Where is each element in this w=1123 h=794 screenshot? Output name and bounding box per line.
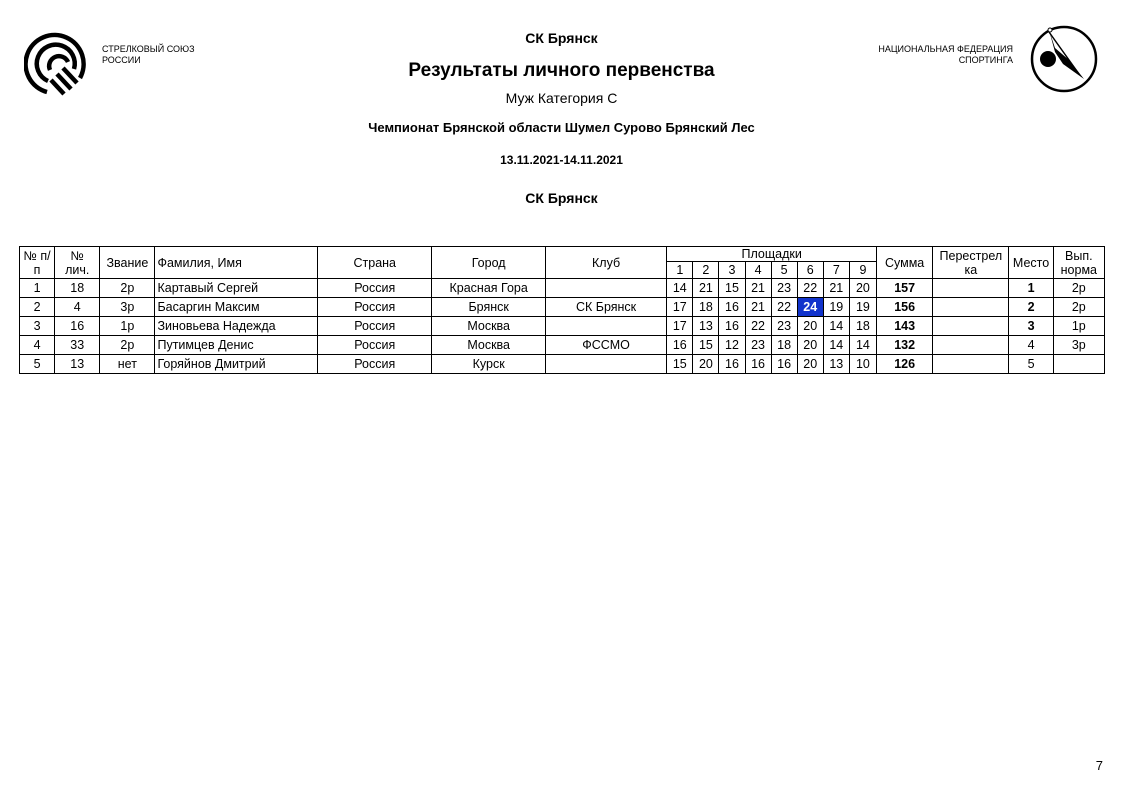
row-city: Москва — [432, 336, 545, 355]
row-place: 5 — [1009, 355, 1053, 374]
page-number: 7 — [1095, 758, 1103, 773]
row-country: Россия — [318, 336, 432, 355]
stand-score: 12 — [719, 336, 745, 355]
row-shootoff — [933, 336, 1009, 355]
stand-number: 1 — [667, 262, 693, 279]
stand-score: 14 — [823, 317, 849, 336]
stand-score: 19 — [849, 298, 876, 317]
col-city-header: Город — [432, 247, 545, 279]
stand-score: 23 — [745, 336, 771, 355]
row-num: 1 — [20, 279, 55, 298]
row-name: Горяйнов Дмитрий — [155, 355, 318, 374]
stand-number: 5 — [771, 262, 797, 279]
org-right-name: НАЦИОНАЛЬНАЯ ФЕДЕРАЦИЯ СПОРТИНГА — [878, 44, 1013, 65]
col-shootoff-header: Перестрел ка — [933, 247, 1009, 279]
stand-score: 21 — [745, 279, 771, 298]
stand-score: 16 — [667, 336, 693, 355]
row-rank: нет — [100, 355, 155, 374]
stand-number: 9 — [849, 262, 876, 279]
col-num-header: № п/п — [20, 247, 55, 279]
row-country: Россия — [318, 317, 432, 336]
club-subheading: СК Брянск — [525, 190, 598, 206]
stand-score: 23 — [771, 279, 797, 298]
category-subtitle: Муж Категория C — [505, 90, 618, 106]
row-club: СК Брянск — [545, 298, 666, 317]
row-norm — [1053, 355, 1104, 374]
stand-score: 20 — [849, 279, 876, 298]
row-rank: 3р — [100, 298, 155, 317]
stand-score: 23 — [771, 317, 797, 336]
row-club: ФССМО — [545, 336, 666, 355]
stand-score: 16 — [719, 317, 745, 336]
stand-number: 6 — [797, 262, 823, 279]
row-pers: 18 — [55, 279, 100, 298]
row-name: Зиновьева Надежда — [155, 317, 318, 336]
stand-score: 16 — [719, 298, 745, 317]
stand-score: 20 — [797, 355, 823, 374]
col-club-header: Клуб — [545, 247, 666, 279]
row-pers: 4 — [55, 298, 100, 317]
row-name: Путимцев Денис — [155, 336, 318, 355]
col-pers-header: № лич. — [55, 247, 100, 279]
row-city: Красная Гора — [432, 279, 545, 298]
row-norm: 2р — [1053, 279, 1104, 298]
table-row — [20, 317, 1105, 336]
row-rank: 1р — [100, 317, 155, 336]
col-stands-header: Площадки — [667, 247, 877, 262]
row-club — [545, 355, 666, 374]
stand-score: 16 — [745, 355, 771, 374]
row-norm: 1р — [1053, 317, 1104, 336]
row-sum: 143 — [877, 317, 933, 336]
stand-score: 22 — [771, 298, 797, 317]
row-city: Курск — [432, 355, 545, 374]
row-num: 5 — [20, 355, 55, 374]
row-city: Москва — [432, 317, 545, 336]
stand-score: 16 — [771, 355, 797, 374]
stand-score: 18 — [849, 317, 876, 336]
row-country: Россия — [318, 279, 432, 298]
stand-number: 4 — [745, 262, 771, 279]
stand-score: 22 — [745, 317, 771, 336]
stand-score: 18 — [693, 298, 719, 317]
stand-score: 14 — [849, 336, 876, 355]
stand-score: 17 — [667, 317, 693, 336]
org-left-name: СТРЕЛКОВЫЙ СОЮЗ РОССИИ — [102, 44, 195, 65]
row-club — [545, 279, 666, 298]
row-rank: 2р — [100, 336, 155, 355]
stand-score: 15 — [719, 279, 745, 298]
row-name: Картавый Сергей — [155, 279, 318, 298]
row-place: 3 — [1009, 317, 1053, 336]
row-num: 4 — [20, 336, 55, 355]
row-place: 2 — [1009, 298, 1053, 317]
stand-score: 10 — [849, 355, 876, 374]
stand-score-highlighted: 24 — [797, 298, 823, 317]
col-rank-header: Звание — [100, 247, 155, 279]
col-country-header: Страна — [318, 247, 432, 279]
stand-score: 22 — [797, 279, 823, 298]
row-rank: 2р — [100, 279, 155, 298]
row-place: 1 — [1009, 279, 1053, 298]
stand-score: 21 — [823, 279, 849, 298]
stand-number: 2 — [693, 262, 719, 279]
stand-score: 20 — [797, 336, 823, 355]
stand-score: 15 — [693, 336, 719, 355]
stand-score: 13 — [823, 355, 849, 374]
row-sum: 157 — [877, 279, 933, 298]
stand-score: 16 — [719, 355, 745, 374]
row-shootoff — [933, 317, 1009, 336]
stand-score: 14 — [667, 279, 693, 298]
row-country: Россия — [318, 355, 432, 374]
row-norm: 2р — [1053, 298, 1104, 317]
stand-number: 3 — [719, 262, 745, 279]
row-sum: 156 — [877, 298, 933, 317]
row-shootoff — [933, 355, 1009, 374]
col-name-header: Фамилия, Имя — [155, 247, 318, 279]
table-row — [20, 355, 1105, 374]
stand-score: 13 — [693, 317, 719, 336]
row-country: Россия — [318, 298, 432, 317]
row-place: 4 — [1009, 336, 1053, 355]
stand-score: 19 — [823, 298, 849, 317]
row-pers: 13 — [55, 355, 100, 374]
event-dates: 13.11.2021-14.11.2021 — [500, 153, 623, 167]
stand-score: 15 — [667, 355, 693, 374]
stand-score: 20 — [797, 317, 823, 336]
row-num: 3 — [20, 317, 55, 336]
row-shootoff — [933, 298, 1009, 317]
table-row — [20, 279, 1105, 298]
col-sum-header: Сумма — [877, 247, 933, 279]
club-heading: СК Брянск — [525, 30, 598, 46]
table-row — [20, 298, 1105, 317]
row-pers: 16 — [55, 317, 100, 336]
results-table — [19, 246, 1105, 374]
stand-score: 17 — [667, 298, 693, 317]
page-title: Результаты личного первенства — [408, 60, 715, 81]
table-row — [20, 336, 1105, 355]
col-place-header: Место — [1009, 247, 1053, 279]
col-norm-header: Вып. норма — [1053, 247, 1104, 279]
row-sum: 126 — [877, 355, 933, 374]
event-name: Чемпионат Брянской области Шумел Сурово Брянский Лес — [368, 120, 755, 135]
row-norm: 3р — [1053, 336, 1104, 355]
stand-score: 18 — [771, 336, 797, 355]
row-club — [545, 317, 666, 336]
row-shootoff — [933, 279, 1009, 298]
stand-score: 21 — [693, 279, 719, 298]
row-city: Брянск — [432, 298, 545, 317]
stand-score: 20 — [693, 355, 719, 374]
table-header-row — [20, 247, 1105, 262]
row-pers: 33 — [55, 336, 100, 355]
stand-score: 21 — [745, 298, 771, 317]
row-num: 2 — [20, 298, 55, 317]
stand-score: 14 — [823, 336, 849, 355]
row-name: Басаргин Максим — [155, 298, 318, 317]
row-sum: 132 — [877, 336, 933, 355]
stand-number: 7 — [823, 262, 849, 279]
